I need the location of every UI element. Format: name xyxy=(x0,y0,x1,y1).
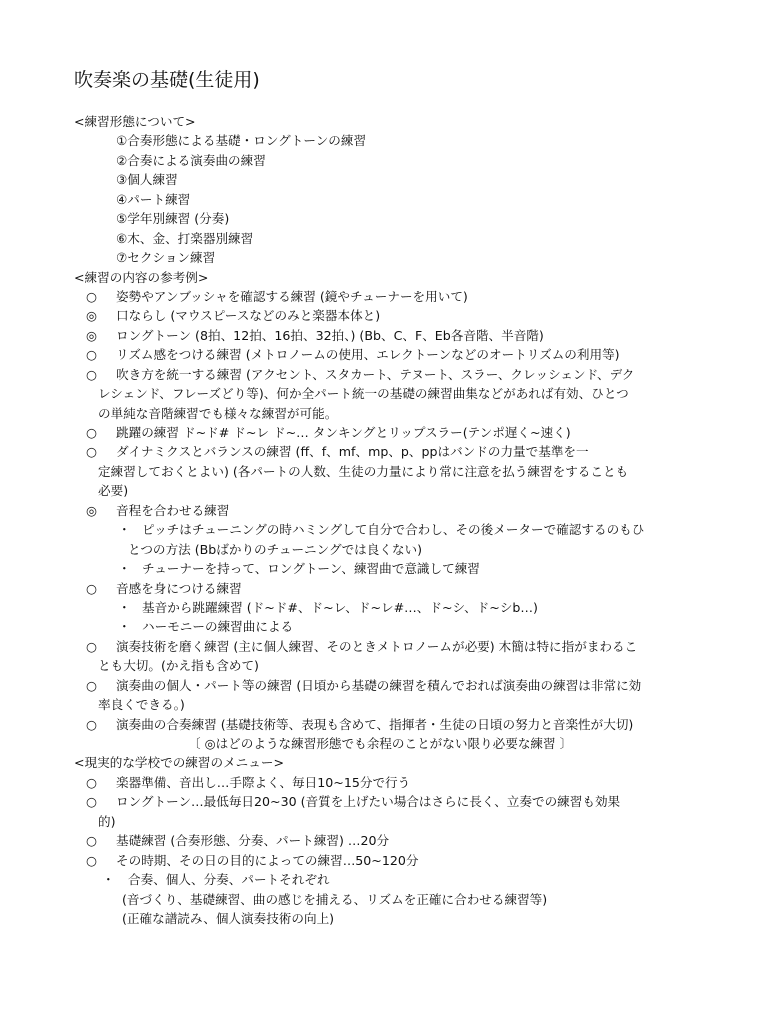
dot-bullet-icon: ・ xyxy=(118,522,131,538)
circle-bullet-icon: ○ xyxy=(86,716,97,732)
list-item-text: 口ならし (マウスピースなどのみと楽器本体と) xyxy=(116,308,381,324)
list-item-continuation: レシェンド、フレーズどり等)、何か全パート統一の基礎の練習曲集などがあれば有効、ひとつ xyxy=(98,386,629,402)
sub-list-item xyxy=(0,598,768,617)
circle-bullet-icon: ○ xyxy=(86,833,97,849)
practice-form-item: ④パート練習 xyxy=(116,191,191,207)
list-item-text: 演奏曲の個人・パート等の練習 (日頃から基礎の練習を積んでおれば演奏曲の練習は非常に効 xyxy=(116,677,642,693)
circle-bullet-icon: ○ xyxy=(86,347,97,363)
sub-list-item-text: ピッチはチューニングの時ハミングして自分で合わし、その後メーターで確認するのもひ xyxy=(142,522,645,538)
practice-form-item: ②合奏による演奏曲の練習 xyxy=(116,152,266,168)
list-item xyxy=(0,637,768,656)
list-item-text: 姿勢やアンブッシャを確認する練習 (鏡やチューナーを用いて) xyxy=(116,288,468,304)
list-item-text: 音感を身につける練習 xyxy=(116,580,242,596)
circle-bullet-icon: ○ xyxy=(86,852,97,868)
practice-form-item: ③個人練習 xyxy=(116,172,178,188)
list-item xyxy=(0,851,768,870)
circle-bullet-icon: ○ xyxy=(86,580,97,596)
sub-list-item xyxy=(0,520,768,539)
circle-bullet-icon: ○ xyxy=(86,774,97,790)
sub-list-item-text: チューナーを持って、ロングトーン、練習曲で意識して練習 xyxy=(142,561,480,577)
list-item-text: ロングトーン…最低毎日20~30 (音質を上げたい場合はさらに長く、立奏での練習も効果 xyxy=(116,794,621,810)
circle-bullet-icon: ○ xyxy=(86,794,97,810)
list-item xyxy=(0,326,768,345)
list-item xyxy=(0,345,768,364)
list-item xyxy=(0,442,768,461)
list-item xyxy=(0,773,768,792)
document-body xyxy=(0,112,768,928)
circle-bullet-icon: ○ xyxy=(86,677,97,693)
sub-list-item xyxy=(0,559,768,578)
list-item-text: 音程を合わせる練習 xyxy=(116,502,230,518)
list-item-text: 跳躍の練習 ド~ド# ド~レ ド~… タンキングとリップスラー(テンポ遅く~速く) xyxy=(116,425,571,440)
list-item-text: 吹き方を統一する練習 (アクセント、スタカート、テヌート、スラー、クレッシェンド、デク xyxy=(116,366,635,382)
list-item-text: 演奏曲の合奏練習 (基礎技術等、表現も含めて、指揮者・生徒の日頃の努力と音楽性が大切) xyxy=(116,716,634,732)
bracket-note: 〔 ◎はどのような練習形態でも余程のことがない限り必要な練習 〕 xyxy=(188,736,573,751)
section-heading-practice-examples: <練習の内容の参考例> xyxy=(74,269,209,285)
list-item-continuation: の単純な音階練習でも様々な練習が可能。 xyxy=(98,405,338,421)
list-item-continuation: 的) xyxy=(98,813,116,829)
list-item-text: 演奏技術を磨く練習 (主に個人練習、そのときメトロノームが必要) 木簡は特に指がまわるこ xyxy=(116,638,638,654)
dot-bullet-icon: ・ xyxy=(118,619,131,635)
list-item xyxy=(0,423,768,442)
list-item xyxy=(0,501,768,520)
list-item xyxy=(0,831,768,850)
practice-form-item: ①合奏形態による基礎・ロングトーンの練習 xyxy=(116,133,367,149)
section-heading-school-menu: <現実的な学校での練習のメニュー> xyxy=(74,755,285,771)
dot-bullet-icon: ・ xyxy=(102,872,115,888)
circle-bullet-icon: ○ xyxy=(86,638,97,654)
practice-form-item: ⑥木、金、打楽器別練習 xyxy=(116,230,254,246)
double-circle-bullet-icon: ◎ xyxy=(86,327,97,343)
circle-bullet-icon: ○ xyxy=(86,288,97,304)
document-title: 吹奏楽の基礎(生徒用) xyxy=(74,69,260,91)
list-item-text: リズム感をつける練習 (メトロノームの使用、エレクトーンなどのオートリズムの利用等) xyxy=(116,347,620,363)
list-item-continuation: 定練習しておくとよい) (各パートの人数、生徒の力量により常に注意を払う練習をすることも xyxy=(98,463,629,479)
list-item-continuation: 必要) xyxy=(98,483,129,499)
list-item-text: ダイナミクスとバランスの練習 (ff、f、mf、mp、p、ppはバンドの力量で基準を一 xyxy=(116,444,589,460)
dot-bullet-icon: ・ xyxy=(118,561,131,577)
section-heading-practice-forms: <練習形態について> xyxy=(74,114,196,129)
sub-list-item-note: (音づくり、基礎練習、曲の感じを捕える、リズムを正確に合わせる練習等) xyxy=(122,891,548,907)
dot-bullet-icon: ・ xyxy=(118,599,131,615)
list-item xyxy=(0,676,768,695)
sub-list-item xyxy=(0,870,768,889)
double-circle-bullet-icon: ◎ xyxy=(86,308,97,324)
list-item xyxy=(0,306,768,325)
circle-bullet-icon: ○ xyxy=(86,444,97,460)
sub-list-item-text: ハーモニーの練習曲による xyxy=(142,619,294,635)
list-item-text: 楽器準備、音出し…手際よく、毎日10~15分で行う xyxy=(116,774,411,790)
list-item xyxy=(0,287,768,306)
practice-form-item: ⑤学年別練習 (分奏) xyxy=(116,211,230,227)
sub-list-item-continuation: とつの方法 (Bbばかりのチューニングでは良くない) xyxy=(128,541,423,557)
list-item-text: ロングトーン (8拍、12拍、16拍、32拍、) (Bb、C、F、Eb各音階、半音階) xyxy=(116,327,544,343)
list-item xyxy=(0,579,768,598)
circle-bullet-icon: ○ xyxy=(86,366,97,382)
list-item-text: その時期、その日の目的によっての練習…50~120分 xyxy=(116,852,419,868)
list-item xyxy=(0,365,768,384)
list-item-text: 基礎練習 (合奏形態、分奏、パート練習) …20分 xyxy=(116,833,390,849)
list-item xyxy=(0,715,768,734)
list-item-continuation: 率良くできる。) xyxy=(98,697,185,713)
list-item xyxy=(0,792,768,811)
sub-list-item xyxy=(0,617,768,636)
sub-list-item-text: 基音から跳躍練習 (ド~ド#、ド~レ、ド~レ#…、ド~シ、ド~シb…) xyxy=(142,599,538,615)
circle-bullet-icon: ○ xyxy=(86,425,97,440)
double-circle-bullet-icon: ◎ xyxy=(86,502,97,518)
practice-form-item: ⑦セクション練習 xyxy=(116,250,216,266)
list-item-continuation: とも大切。(かえ指も含めて) xyxy=(98,658,259,674)
sub-list-item-text: 合奏、個人、分奏、パートそれぞれ xyxy=(128,872,330,888)
sub-list-item-note: (正確な譜読み、個人演奏技術の向上) xyxy=(122,910,335,926)
